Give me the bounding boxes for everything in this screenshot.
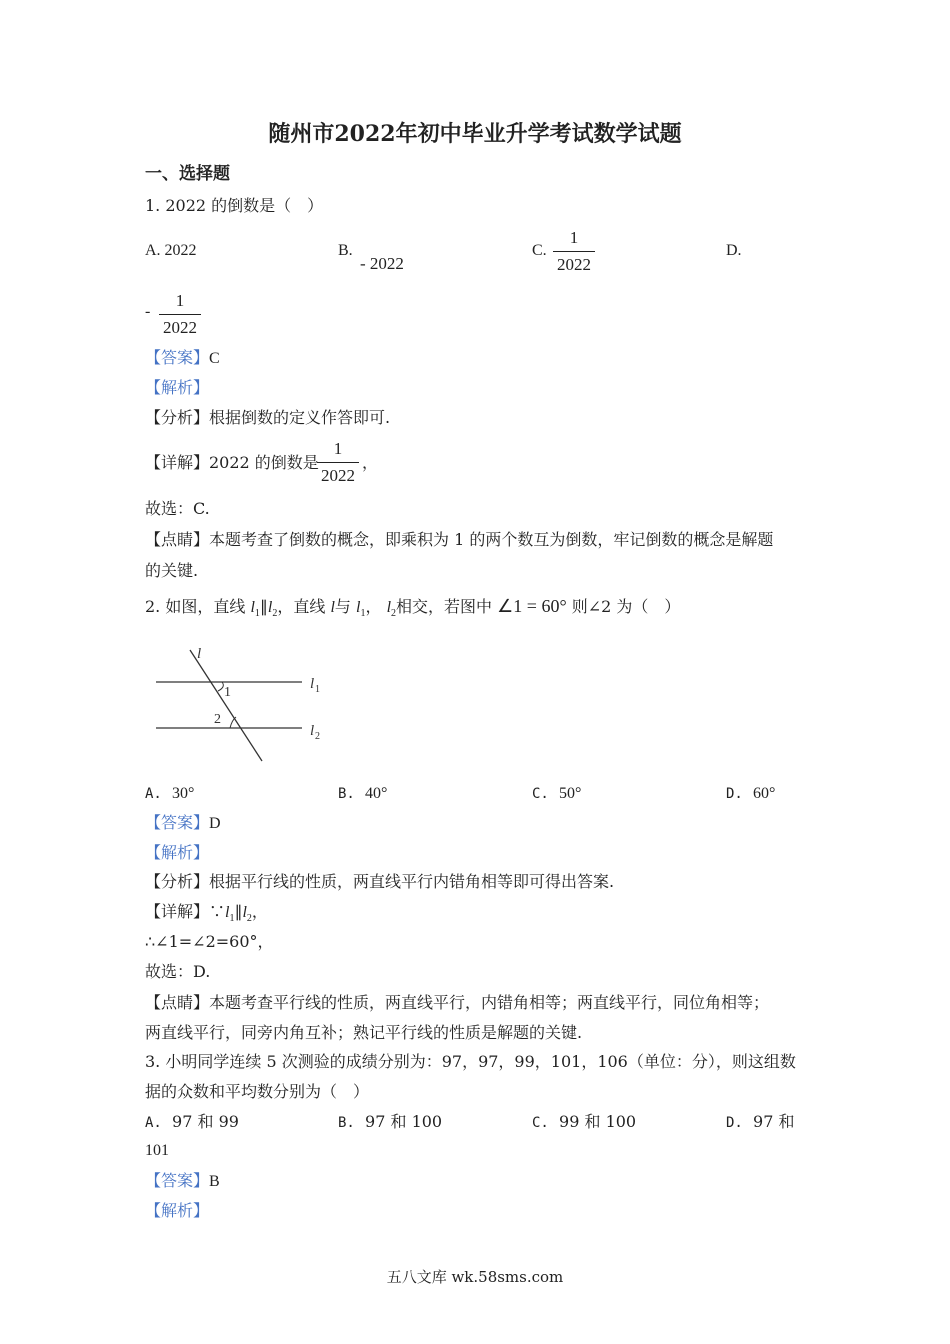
q3-answer — [145, 1173, 220, 1190]
fraction-denominator: 2022 — [163, 318, 197, 337]
q1-option-d-sign: - — [145, 303, 151, 320]
q3-stem-line2: 据的众数和平均数分别为（ ） — [145, 1082, 370, 1101]
answer-tag: 【答案】 — [145, 1171, 210, 1190]
q3-option-a — [145, 1114, 239, 1130]
xiangjie-prefix: 【详解】∵ — [145, 902, 226, 921]
option-label: B. — [338, 786, 355, 802]
fraction-numerator: 1 — [333, 439, 343, 458]
q3-option-b — [338, 1114, 442, 1130]
page-footer: 五八文库 wk.58sms.com — [386, 1268, 564, 1286]
fraction-numerator: 1 — [175, 291, 185, 310]
q1-dianjing-line1: 【点睛】本题考查了倒数的概念，即乘积为 1 的两个数互为倒数，牢记倒数的概念是解题 — [145, 530, 774, 549]
q1-fenxi: 【分析】根据倒数的定义作答即可. — [145, 408, 391, 427]
q2-stem-part: 则∠2 为（ ） — [571, 597, 681, 616]
xiangjie-suffix: ， — [251, 902, 268, 921]
page-title: 随州市2022年初中毕业升学考试数学试题 — [268, 121, 682, 147]
q1-xiangjie-fraction — [317, 439, 359, 486]
q2-conclusion: 故选：D. — [145, 962, 211, 981]
section-heading: 一、选择题 — [145, 164, 230, 184]
q2-stem-part: 相交，若图中 — [396, 597, 493, 616]
answer-tag: 【答案】 — [145, 348, 210, 367]
q2-therefore: ∴∠1=∠2=60°， — [145, 932, 274, 951]
svg-text:1: 1 — [315, 684, 320, 695]
option-value: 30° — [172, 785, 195, 802]
q1-option-c-label: C. — [532, 242, 547, 259]
line-l — [190, 650, 262, 761]
q2-option-c — [532, 785, 581, 802]
q2-option-d — [726, 785, 775, 802]
q2-stem: 2. 如图，直线 $l_1\parallel l_2$，直线 l与 $l_1$， $l_2$相交，若图中 ∠1 = 60° 则∠2 为（ ） — [145, 596, 681, 620]
angle-1-arc — [218, 682, 223, 691]
q2-dianjing-line2: 两直线平行，同旁内角互补；熟记平行线的性质是解题的关键. — [145, 1023, 583, 1042]
fraction-numerator: 1 — [569, 228, 579, 247]
option-value: 99 和 100 — [559, 1112, 637, 1131]
q3-option-d-cont: 101 — [145, 1142, 169, 1159]
answer-value: B — [209, 1173, 220, 1190]
option-value: 60° — [753, 785, 776, 802]
q2-answer — [145, 815, 221, 832]
q2-dianjing-line1: 【点睛】本题考查平行线的性质，两直线平行，内错角相等；两直线平行，同位角相等； — [145, 993, 770, 1012]
option-label: D. — [726, 1115, 743, 1131]
q1-option-a: A. 2022 — [145, 242, 197, 259]
q2-stem-part: 2. 如图，直线 — [145, 597, 246, 616]
q1-analysis-tag: 【解析】 — [145, 378, 210, 397]
q1-answer — [145, 350, 220, 367]
q2-stem-part: ，直线 — [277, 597, 326, 616]
option-value: 97 和 100 — [365, 1112, 443, 1131]
answer-value: D — [209, 815, 221, 832]
q3-option-d — [726, 1114, 794, 1130]
fraction-denominator: 2022 — [557, 255, 591, 274]
q1-option-b-label: B. — [338, 242, 353, 259]
q3-option-c — [532, 1114, 636, 1130]
q1-option-c-fraction — [553, 228, 595, 275]
q1-xiangjie: 【详解】2022 的倒数是 — [145, 453, 319, 472]
q1-dianjing-line2: 的关键. — [145, 561, 199, 580]
option-value: 40° — [365, 785, 388, 802]
q2-fenxi: 【分析】根据平行线的性质，两直线平行内错角相等即可得出答案. — [145, 872, 615, 891]
q2-stem-part: 与 — [334, 597, 351, 616]
svg-text:2: 2 — [315, 731, 320, 742]
q1-stem: 1. 2022 的倒数是（ ） — [145, 196, 324, 215]
q2-stem-part: ， — [365, 597, 382, 616]
q1-conclusion: 故选：C. — [145, 499, 210, 518]
option-label: C. — [532, 1115, 549, 1131]
option-label: A. — [145, 1115, 162, 1131]
q1-option-b-value: - 2022 — [360, 254, 404, 273]
option-value: 50° — [559, 785, 582, 802]
label-l: l — [197, 646, 202, 662]
answer-value: C — [209, 350, 220, 367]
fraction-denominator: 2022 — [321, 466, 355, 485]
label-l1: l — [310, 676, 315, 692]
q2-option-b — [338, 785, 387, 802]
q2-angle-expr: ∠1 = 60° — [497, 596, 567, 616]
option-label: A. — [145, 786, 162, 802]
option-value: 97 和 99 — [172, 1112, 239, 1131]
option-label: D. — [726, 786, 743, 802]
q1-option-d-fraction — [159, 291, 201, 338]
option-value: 97 和 — [753, 1112, 795, 1131]
q1-option-d-label: D. — [726, 242, 742, 259]
q3-analysis-tag: 【解析】 — [145, 1201, 210, 1220]
label-angle-2: 2 — [214, 712, 221, 727]
q1-xiangjie-suffix: ， — [362, 453, 379, 472]
option-label: C. — [532, 786, 549, 802]
option-label: B. — [338, 1115, 355, 1131]
answer-tag: 【答案】 — [145, 813, 210, 832]
label-l2: l — [310, 723, 315, 739]
q2-analysis-tag: 【解析】 — [145, 843, 210, 862]
label-angle-1: 1 — [224, 685, 231, 700]
q2-option-a — [145, 785, 194, 802]
q3-stem-line1: 3. 小明同学连续 5 次测验的成绩分别为：97，97，99，101，106（单位：分），则这组数 — [145, 1052, 796, 1071]
parallel-lines-figure — [150, 640, 340, 765]
q2-xiangjie: 【详解】$\because l_1\parallel l_2$， — [145, 902, 268, 925]
